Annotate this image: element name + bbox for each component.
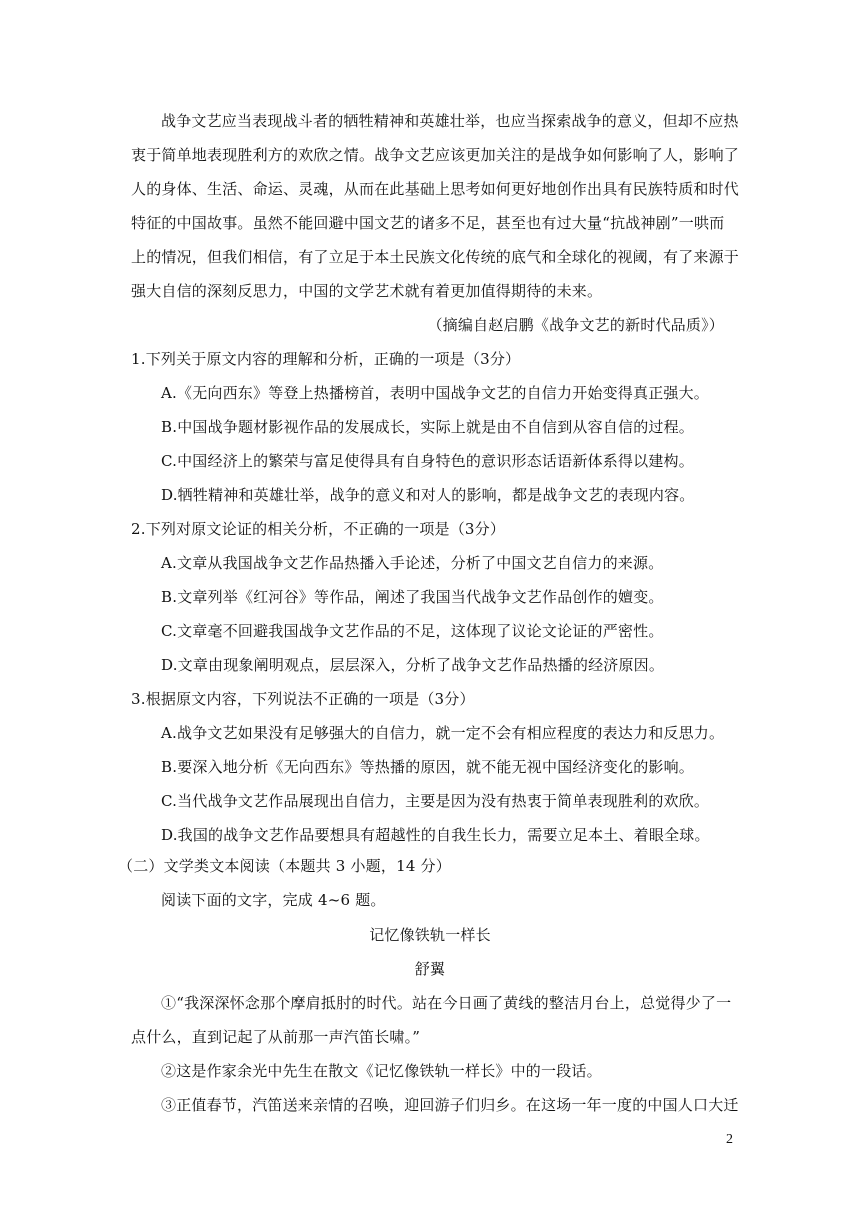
question-2-option-c: C.文章毫不回避我国战争文艺作品的不足，这体现了议论文论证的严密性。 xyxy=(161,622,664,640)
question-stem-3: 3.根据原文内容，下列说法不正确的一项是（3分） xyxy=(131,690,475,708)
passage-line: 战争文艺应当表现战斗者的牺牲精神和英雄壮举，也应当探索战争的意义，但却不应热 xyxy=(161,112,739,130)
section-instruction: 阅读下面的文字，完成 4~6 题。 xyxy=(161,891,386,909)
question-3-option-d: D.我国的战争文艺作品要想具有超越性的自我生长力，需要立足本土、着眼全球。 xyxy=(161,826,710,844)
article-paragraph: ③正值春节，汽笛送来亲情的召唤，迎回游子们归乡。在这场一年一度的中国人口大迁 xyxy=(161,1096,739,1114)
article-paragraph: 点什么，直到记起了从前那一声汽笛长啸。” xyxy=(131,1028,421,1046)
passage-line: 特征的中国故事。虽然不能回避中国文艺的诸多不足，甚至也有过大量“抗战神剧”一哄而 xyxy=(131,214,725,232)
question-2-option-a: A.文章从我国战争文艺作品热播入手论述，分析了中国文艺自信力的来源。 xyxy=(161,554,664,572)
question-3-option-b: B.要深入地分析《无向西东》等热播的原因，就不能无视中国经济变化的影响。 xyxy=(161,758,694,776)
question-3-option-a: A.战争文艺如果没有足够强大的自信力，就一定不会有相应程度的表达力和反思力。 xyxy=(161,724,725,742)
question-1-option-b: B.中国战争题材影视作品的发展成长，实际上就是由不自信到从容自信的过程。 xyxy=(161,418,694,436)
question-1-option-d: D.牺牲精神和英雄壮举，战争的意义和对人的影响，都是战争文艺的表现内容。 xyxy=(161,486,695,504)
question-2-option-b: B.文章列举《红河谷》等作品，阐述了我国当代战争文艺作品创作的嬗变。 xyxy=(161,588,664,606)
question-stem-1: 1.下列关于原文内容的理解和分析，正确的一项是（3分） xyxy=(131,350,521,368)
article-paragraph: ①“我深深怀念那个摩肩抵肘的时代。站在今日画了黄线的整洁月台上，总觉得少了一 xyxy=(161,994,732,1012)
source-citation: （摘编自赵启鹏《战争文艺的新时代品质》） xyxy=(427,316,724,334)
question-3-option-c: C.当代战争文艺作品展现出自信力，主要是因为没有热衷于简单表现胜利的欢欣。 xyxy=(161,792,710,810)
page-number: 2 xyxy=(726,1132,733,1147)
passage-line: 人的身体、生活、命运、灵魂，从而在此基础上思考如何更好地创作出具有民族特质和时代 xyxy=(131,180,740,198)
section-heading: （二）文学类文本阅读（本题共 3 小题，14 分） xyxy=(118,857,451,875)
question-stem-2: 2.下列对原文论证的相关分析，不正确的一项是（3分） xyxy=(131,520,506,538)
passage-line: 衷于简单地表现胜利方的欢欣之情。战争文艺应该更加关注的是战争如何影响了人，影响了 xyxy=(131,146,740,164)
passage-line: 强大自信的深刻反思力，中国的文学艺术就有着更加值得期待的未来。 xyxy=(131,282,603,300)
question-1-option-a: A.《无向西东》等登上热播榜首，表明中国战争文艺的自信力开始变得真正强大。 xyxy=(161,384,710,402)
question-2-option-d: D.文章由现象阐明观点，层层深入，分析了战争文艺作品热播的经济原因。 xyxy=(161,656,665,674)
passage-line: 上的情况，但我们相信，有了立足于本土民族文化传统的底气和全球化的视阈，有了来源于 xyxy=(131,248,740,266)
question-1-option-c: C.中国经济上的繁荣与富足使得具有自身特色的意识形态话语新体系得以建构。 xyxy=(161,452,694,470)
article-paragraph: ②这是作家余光中先生在散文《记忆像铁轨一样长》中的一段话。 xyxy=(161,1062,602,1080)
article-title: 记忆像铁轨一样长 xyxy=(369,926,491,944)
article-author: 舒翼 xyxy=(414,960,446,978)
